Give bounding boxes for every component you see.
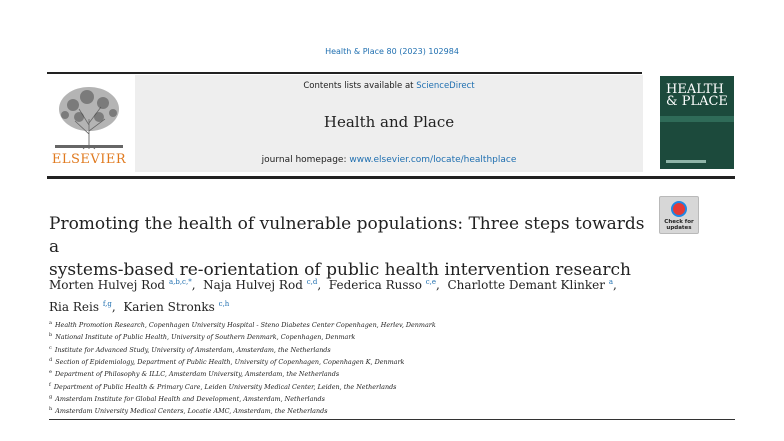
author-affil-sup[interactable]: c,e: [425, 278, 437, 286]
affiliation-item: [49, 330, 689, 342]
sciencedirect-link[interactable]: ScienceDirect: [416, 81, 475, 91]
section-divider: [49, 419, 735, 420]
journal-citation[interactable]: [0, 47, 784, 56]
affiliation-sup: e: [49, 369, 52, 376]
check-updates-label: [660, 219, 698, 231]
article-title-line1: Promoting the health of vulnerable populations: Three steps towards a: [49, 214, 645, 257]
author-affil-sup[interactable]: a: [608, 278, 614, 286]
affiliation-text: Amsterdam University Medical Centers, Locatie AMC, Amsterdam, the Netherlands: [55, 407, 328, 416]
check-updates-icon: [671, 201, 687, 217]
cover-title: [666, 84, 730, 108]
author-affil-sup[interactable]: a,b,c,*: [168, 278, 192, 286]
cover-title-line1: HEALTH: [666, 82, 724, 97]
cover-footer-mark: [666, 160, 706, 163]
journal-cover-image[interactable]: [660, 76, 734, 169]
author-name[interactable]: Karien Stronks: [123, 300, 215, 314]
contents-line: [135, 81, 643, 91]
header-top-rule: [47, 72, 642, 74]
affiliation-text: Department of Public Health & Primary Care, Leiden University Medical Center, Leiden, the Netherlands: [53, 382, 397, 391]
affiliation-text: Amsterdam Institute for Global Health and Development, Amsterdam, Netherlands: [55, 395, 325, 404]
homepage-line: [135, 155, 643, 165]
cover-title-line2: & PLACE: [666, 94, 728, 109]
affiliation-sup: c: [49, 344, 52, 351]
journal-title: Health and Place: [323, 113, 455, 131]
affiliation-text: Department of Philosophy & ILLC, Amsterdam University, Amsterdam, the Netherlands: [54, 370, 340, 379]
affiliation-item: [49, 343, 689, 355]
article-title-line2: systems-based re-orientation of public health intervention research: [49, 260, 631, 280]
author-name[interactable]: Naja Hulvej Rod: [203, 278, 303, 292]
affiliation-sup: a: [49, 320, 52, 326]
check-updates-line2: updates: [666, 225, 692, 231]
author-list: Morten Hulvej Rod $^{a,b,c,*}$, Naja Hulvej Rod $^{c,d}$, Federica Russo $^{c,e}$, Charlotte Demant Klinker $^a$, Ria Reis $^{f,g}$, Karien Stronks $^{c,h}$: [49, 278, 617, 314]
check-updates-line1: Check for: [664, 219, 694, 225]
author-name[interactable]: Federica Russo: [328, 278, 422, 292]
affiliation-sup: b: [49, 332, 53, 339]
affiliation-sup: f: [49, 381, 51, 388]
affiliation-text: Institute for Advanced Study, University of Amsterdam, Amsterdam, the Netherlands: [54, 345, 331, 354]
check-for-updates-button[interactable]: [659, 196, 699, 234]
affiliation-sup: d: [49, 356, 53, 363]
author-affil-sup[interactable]: c,h: [218, 300, 230, 308]
affiliation-item: [49, 355, 689, 367]
cover-band: [660, 116, 734, 122]
affiliation-item: [49, 392, 689, 404]
affiliation-sup: h: [49, 406, 53, 413]
header-bottom-rule: [47, 176, 735, 179]
author-affil-sup[interactable]: c,d: [306, 278, 318, 286]
affiliation-item: [49, 380, 689, 392]
homepage-prefix: journal homepage:: [261, 155, 350, 165]
homepage-link[interactable]: www.elsevier.com/locate/healthplace: [349, 155, 517, 165]
affiliation-text: Health Promotion Research, Copenhagen University Hospital - Steno Diabetes Center Copenhagen, Herlev, Denmark: [54, 321, 436, 330]
affiliation-sup: g: [49, 393, 53, 400]
affiliation-item: [49, 367, 689, 379]
author-affil-sup[interactable]: f,g: [102, 300, 112, 308]
affiliation-item: [49, 318, 689, 330]
elsevier-wordmark: ELSEVIER: [51, 152, 127, 167]
affiliation-text: National Institute of Public Health, University of Southern Denmark, Copenhagen, Denmark: [55, 333, 356, 342]
contents-prefix: Contents lists available at: [303, 81, 417, 91]
author-name[interactable]: Morten Hulvej Rod: [49, 278, 166, 292]
citation-link[interactable]: Health & Place 80 (2023) 102984: [325, 47, 459, 56]
author-name[interactable]: Ria Reis: [49, 300, 99, 314]
affiliation-item: [49, 404, 689, 416]
author-name[interactable]: Charlotte Demant Klinker: [447, 278, 606, 292]
affiliation-text: Section of Epidemiology, Department of Public Health, University of Copenhagen, Copenhagen K, Denmark: [55, 358, 405, 367]
affiliation-list: [49, 318, 689, 417]
article-title: [49, 213, 649, 282]
